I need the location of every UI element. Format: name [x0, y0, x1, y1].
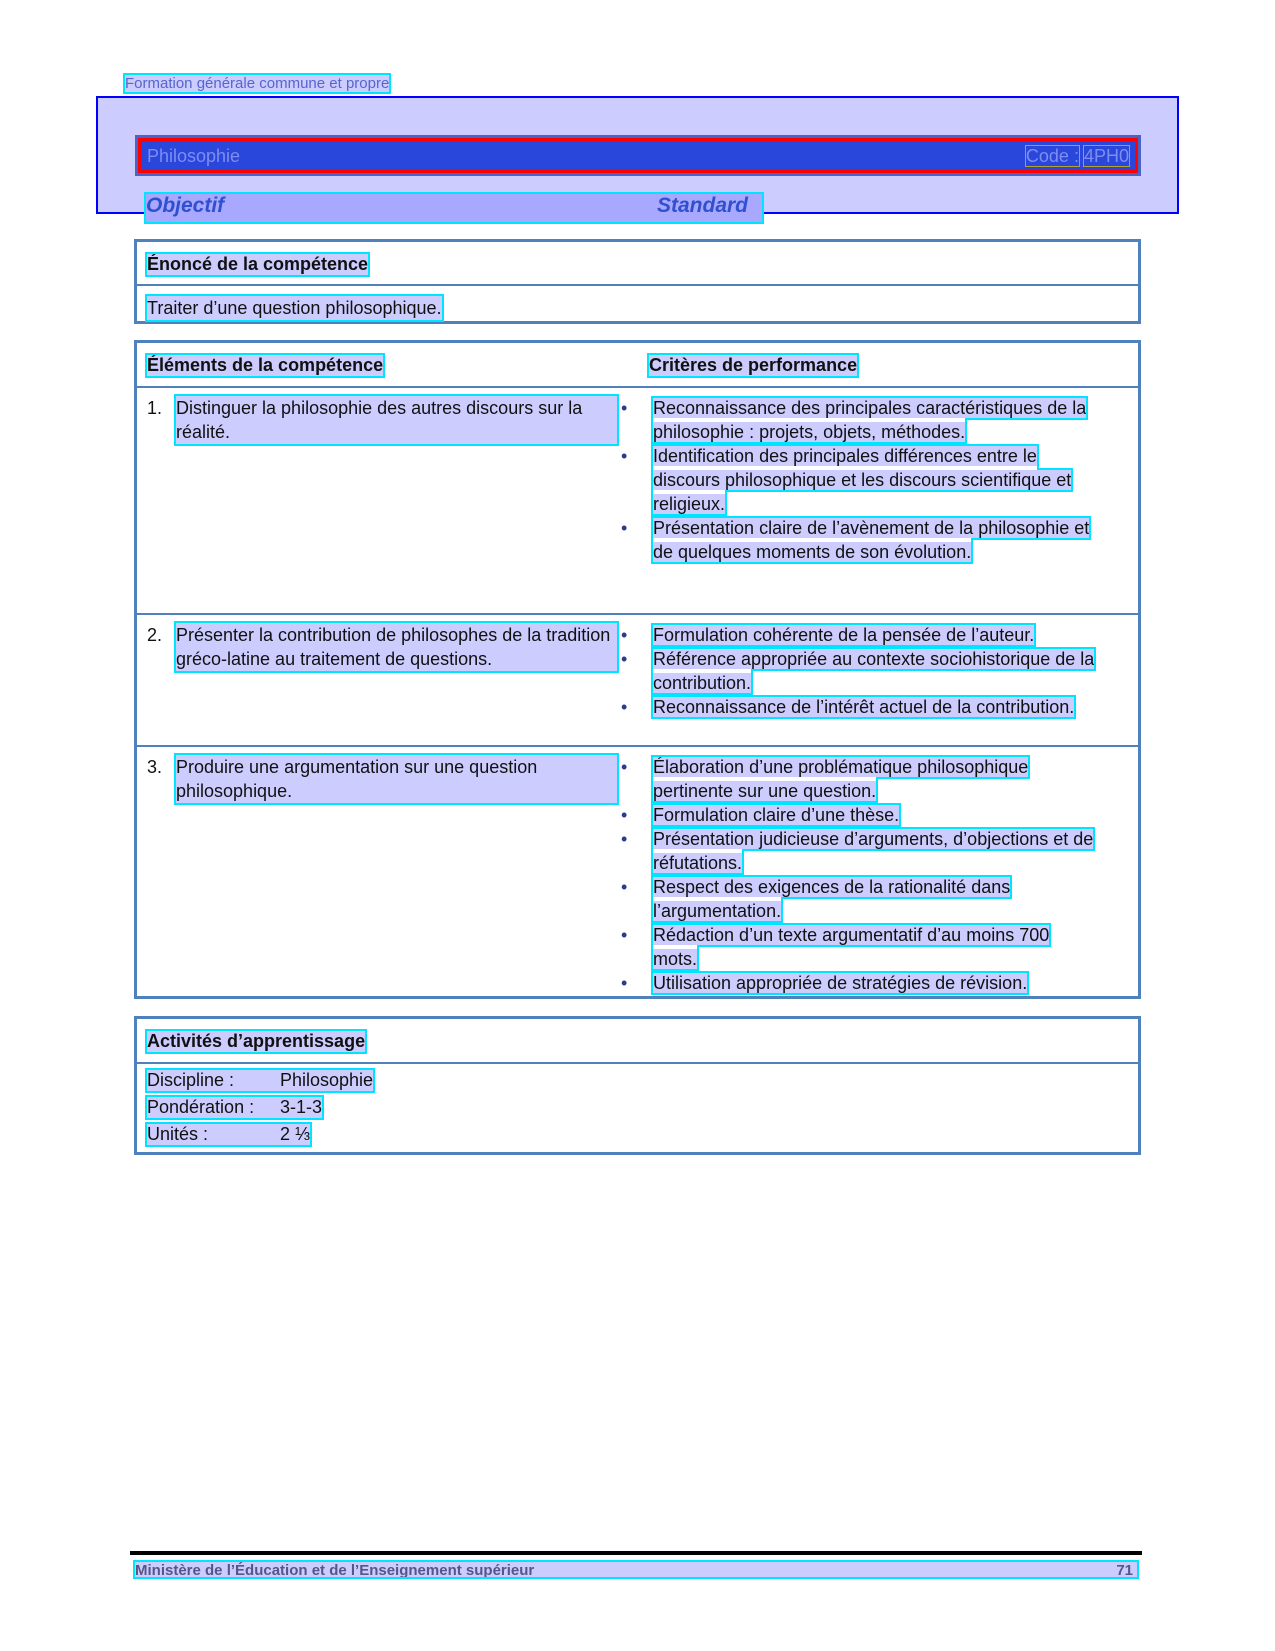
- criterion: • Formulation cohérente de la pensée de l’auteur.: [621, 625, 1035, 645]
- bullet-icon: •: [621, 649, 628, 669]
- bullet-icon: •: [621, 925, 628, 945]
- bullet-icon: •: [621, 829, 628, 849]
- bullet-icon: •: [621, 398, 628, 418]
- bullet-icon: •: [621, 697, 628, 717]
- col-elements-header: Éléments de la compétence: [147, 355, 384, 375]
- footer: [135, 1562, 1137, 1577]
- criterion: • Reconnaissance de l’intérêt actuel de la contribution.: [621, 697, 1075, 717]
- course-name: Philosophie: [147, 146, 241, 166]
- element-number: 1.: [147, 398, 163, 418]
- table-row: [137, 745, 1138, 997]
- element-text: Présenter la contribution de philosophes de la tradition gréco-latine au traitement de questions.: [176, 623, 617, 671]
- bullet-icon: •: [621, 446, 628, 466]
- code-label: Code :: [1025, 146, 1079, 166]
- objectif-standard-row: [146, 194, 762, 222]
- bullet-icon: •: [621, 877, 628, 897]
- criterion: • Référence appropriée au contexte sociohistorique de la contribution.: [621, 649, 1095, 693]
- criterion: • Rédaction d’un texte argumentatif d’au moins 700 mots.: [621, 925, 1050, 969]
- activite-unites: Unités : 2 ⅓: [147, 1124, 311, 1144]
- criterion: • Reconnaissance des principales caractéristiques de la philosophie : projets, objets, méthodes.: [621, 398, 1087, 442]
- bullet-icon: •: [621, 805, 628, 825]
- criterion: • Présentation claire de l’avènement de la philosophie et de quelques moments de son évolution.: [621, 518, 1090, 562]
- enonce-box: [134, 239, 1141, 324]
- bullet-icon: •: [621, 757, 628, 777]
- footer-publisher: Ministère de l’Éducation et de l’Enseignement supérieur: [135, 1562, 535, 1579]
- section-label: Formation générale commune et propre: [125, 75, 390, 92]
- activite-discipline: Discipline : Philosophie: [147, 1070, 374, 1090]
- activites-title: Activités d’apprentissage: [147, 1031, 366, 1051]
- bullet-icon: •: [621, 973, 628, 993]
- objectif-label: Objectif: [146, 194, 225, 217]
- criterion: • Formulation claire d’une thèse.: [621, 805, 900, 825]
- criterion: • Identification des principales différences entre le discours philosophique et les discours scientifique et religieux.: [621, 446, 1072, 514]
- activites-box: [134, 1016, 1141, 1155]
- course-title-bar: [135, 135, 1141, 176]
- table-row: [137, 386, 1138, 613]
- table-row: [137, 613, 1138, 745]
- enonce-text: Traiter d’une question philosophique.: [147, 298, 442, 318]
- element-number: 3.: [147, 757, 163, 777]
- bullet-icon: •: [621, 625, 628, 645]
- competence-table: [134, 340, 1141, 999]
- bullet-icon: •: [621, 518, 628, 538]
- activite-ponderation: Pondération : 3-1-3: [147, 1097, 323, 1117]
- footer-divider: [130, 1551, 1142, 1555]
- criterion: • Élaboration d’une problématique philosophique pertinente sur une question.: [621, 757, 1029, 801]
- code-value: 4PH0: [1083, 146, 1129, 166]
- page-number: 71: [1116, 1562, 1133, 1579]
- element-text: Distinguer la philosophie des autres discours sur la réalité.: [176, 396, 617, 444]
- criterion: • Utilisation appropriée de stratégies de révision.: [621, 973, 1028, 993]
- criterion: • Respect des exigences de la rationalité dans l’argumentation.: [621, 877, 1011, 921]
- course-code: [1026, 146, 1129, 167]
- enonce-title: Énoncé de la compétence: [147, 254, 369, 274]
- element-text: Produire une argumentation sur une question philosophique.: [176, 755, 617, 803]
- criterion: • Présentation judicieuse d’arguments, d’objections et de réfutations.: [621, 829, 1094, 873]
- col-criteres-header: Critères de performance: [649, 355, 858, 375]
- standard-label: Standard: [657, 194, 749, 217]
- element-number: 2.: [147, 625, 163, 645]
